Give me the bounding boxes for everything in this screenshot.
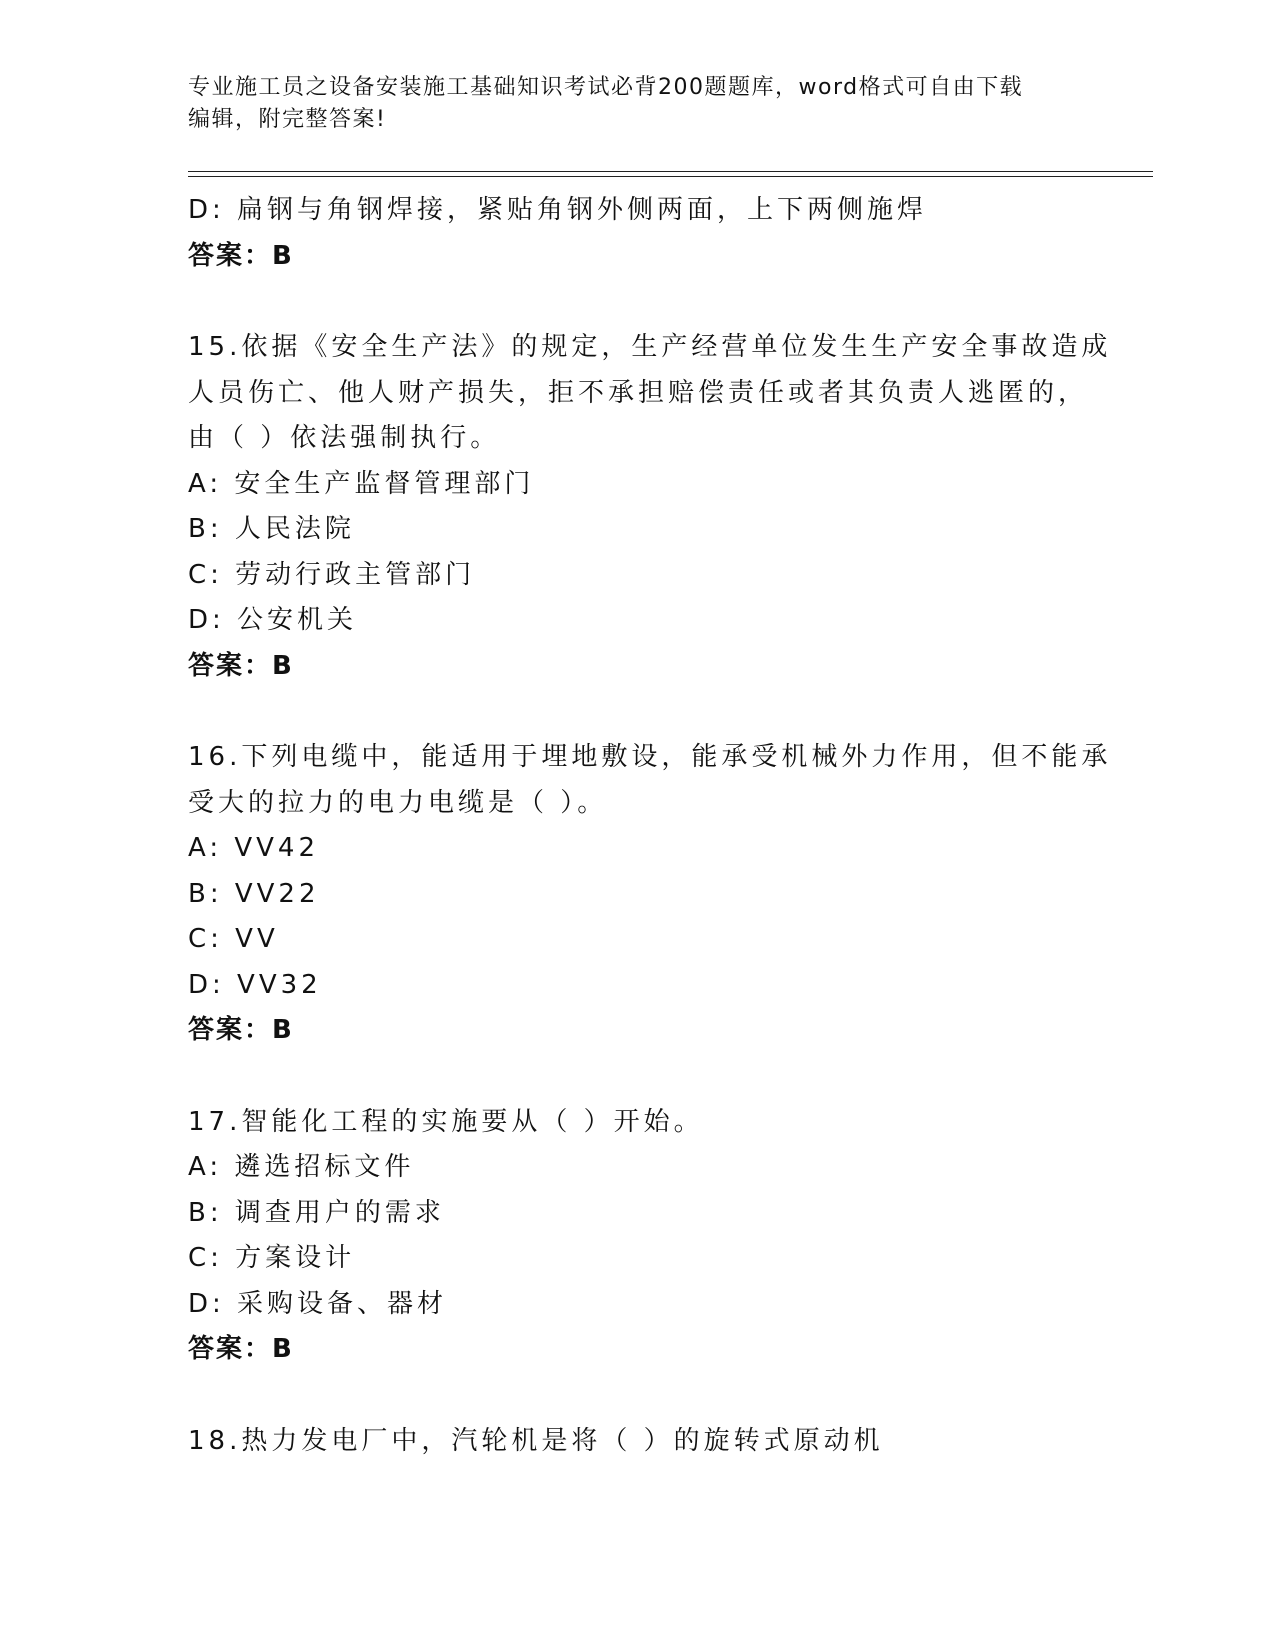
option-a: A: VV42 — [188, 833, 320, 863]
option-d: D: VV32 — [188, 969, 322, 1000]
question-stem-line: 18.热力发电厂中，汽轮机是将（ ）的旋转式原动机 — [188, 1425, 884, 1456]
option-a: A: 遴选招标文件 — [188, 1152, 415, 1182]
option-c: C: VV — [188, 924, 279, 954]
question-16 — [188, 735, 1112, 1054]
option-d: D: 公安机关 — [188, 605, 358, 635]
question-list — [188, 188, 1112, 1464]
option-d: D: 扁钢与角钢焊接，紧贴角钢外侧两面，上下两侧施焊 — [188, 195, 928, 225]
question-17 — [188, 1100, 1088, 1373]
header-line-1: 专业施工员之设备安装施工基础知识考试必背200题题库，word格式可自由下载 — [188, 75, 1024, 100]
header-line-2: 编辑，附完整答案! — [188, 107, 387, 132]
question-18 — [188, 1419, 1088, 1465]
answer-label: 答案：B — [188, 1015, 294, 1045]
question-stem-line: 15.依据《安全生产法》的规定，生产经营单位发生生产安全事故造成 — [188, 332, 1112, 362]
answer-label: 答案：B — [188, 1334, 294, 1364]
answer-label: 答案：B — [188, 650, 294, 681]
question-stem-line: 人员伤亡、他人财产损失，拒不承担赔偿责任或者其负责人逃匿的， — [188, 377, 1089, 408]
option-b: B: 人民法院 — [188, 514, 355, 544]
question-stem-line: 17.智能化工程的实施要从（ ）开始。 — [188, 1106, 704, 1137]
option-a: A: 安全生产监督管理部门 — [188, 468, 535, 499]
question-stem-line: 受大的拉力的电力电缆是（ ）。 — [188, 787, 608, 818]
header-divider-bottom — [188, 176, 1153, 177]
option-c: C: 劳动行政主管部门 — [188, 559, 476, 590]
option-c: C: 方案设计 — [188, 1243, 356, 1273]
option-d: D: 采购设备、器材 — [188, 1288, 448, 1319]
document-header — [188, 72, 1068, 136]
question-stem-line: 16.下列电缆中，能适用于埋地敷设，能承受机械外力作用，但不能承 — [188, 742, 1112, 772]
option-b: B: 调查用户的需求 — [188, 1197, 445, 1228]
option-b: B: VV22 — [188, 878, 320, 909]
answer-label: 答案：B — [188, 240, 294, 271]
header-divider-top — [188, 171, 1153, 172]
question-15 — [188, 325, 1112, 689]
question-stem-line: 由（ ）依法强制执行。 — [188, 423, 501, 453]
